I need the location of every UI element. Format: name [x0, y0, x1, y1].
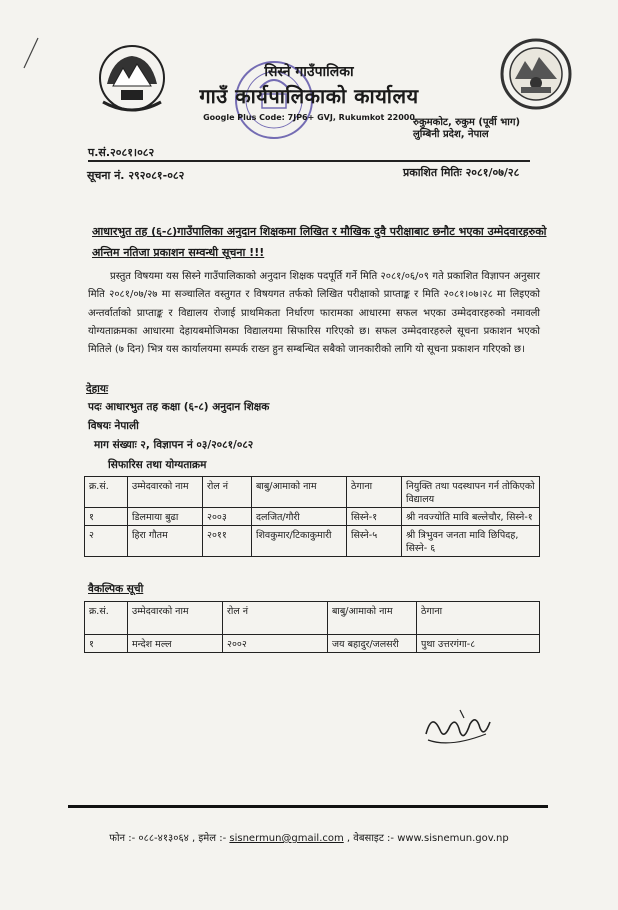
cell: २ [85, 526, 128, 557]
col-header: क्र.सं. [85, 477, 128, 508]
subject-line: विषयः नेपाली [88, 420, 139, 432]
cell: १ [85, 508, 128, 526]
cell: दलजित/गौरी [252, 508, 347, 526]
cell: २००३ [203, 508, 252, 526]
publish-date: प्रकाशित मितिः २०८१/०७/२८ [403, 166, 520, 179]
col-header: उम्मेदवारको नाम [128, 602, 223, 635]
cell: डिलमाया बुढा [128, 508, 203, 526]
cell: सिस्ने-५ [347, 526, 402, 557]
header-plus-code: Google Plus Code: 7JP6+ GVJ, Rukumkot 22000 [203, 113, 415, 122]
cell: पुथा उत्तरगंगा-८ [417, 635, 540, 653]
reference-number: प.सं.२०८१।०८२ [88, 146, 155, 159]
alternative-list-table [84, 601, 540, 653]
col-header: रोल नं [203, 477, 252, 508]
address-line-1: रुकुमकोट, रुकुम (पूर्वी भाग) [413, 117, 521, 128]
header-municipality-name: सिस्ने गाउँपालिका [264, 64, 354, 80]
notice-body: प्रस्तुत विषयमा यस सिस्ने गाउँपालिकाको अनुदान शिक्षक पदपूर्ति गर्ने मिति २०८१/०६/०९ गते प्रकाशित विज्ञापन अनुसार मिति २०८१/०७/२७ मा सञ्चालित वस्तुगत र विषयगत तर्फको लिखित परीक्षाको प्राप्ताङ्क र मिति २०८१।०७।२८ मा लिइएको अन्तर्वार्ताको प्राप्ताङ्क र विद्यालय रोजाई प्राथमिकता निर्धारण फारामका आधारमा सफल भएका उम्मेदवारहरुको नमावली योग्यताक्रमका आधारमा देहायबमोजिमका विद्यालयमा सिफारिस गरिएको छ। सफल उम्मेदवारहरुले सूचना प्रकाशन भएको मितिले (७ दिन) भित्र यस कार्यालयमा सम्पर्क राख्न हुन सम्बन्धित सबैको जानकारीको लागि यो सूचना प्रकाशन गरिएको छ। [88, 271, 540, 356]
col-header: ठेगाना [347, 477, 402, 508]
table-header-row [85, 477, 540, 508]
col-header: उम्मेदवारको नाम [128, 477, 203, 508]
col-header: रोल नं [223, 602, 328, 635]
post-line: पदः आधारभुत तह कक्षा (६-८) अनुदान शिक्षक [88, 401, 270, 413]
cell: २००२ [223, 635, 328, 653]
dehaya-label: देहायः [86, 383, 109, 395]
cell: १ [85, 635, 128, 653]
cell: हिरा गौतम [128, 526, 203, 557]
header-divider [88, 160, 530, 162]
footer-email-link[interactable]: sisnermun@gmail.com [229, 833, 344, 844]
notice-number: सूचना नं. २९२०८१-०८२ [87, 169, 185, 182]
table-header-row [85, 602, 540, 635]
footer-divider [68, 805, 548, 808]
cell: मन्देश मल्ल [128, 635, 223, 653]
cell: श्री त्रिभुवन जनता मावि छिपिदह, सिस्ने- ६ [402, 526, 540, 557]
footer-phone: फोन :- ०८८-४१३०६४ , इमेल :- [109, 833, 230, 844]
recommendation-table [84, 476, 540, 557]
cell: जय बहादुर/जलसरी [328, 635, 417, 653]
footer-website: , वेबसाइट :- www.sisnemun.gov.np [343, 833, 509, 844]
cell: २०११ [203, 526, 252, 557]
header-address [413, 117, 520, 141]
demand-line: माग संख्याः २, विज्ञापन नं ०३/२०८१/०८२ [94, 439, 254, 451]
cell: श्री नवज्योति मावि बल्लेचौर, सिस्ने-१ [402, 508, 540, 526]
header-office-name: गाउँ कार्यपालिकाको कार्यालय [199, 84, 419, 108]
col-header: नियुक्ति तथा पदस्थापन गर्न तोकिएको विद्यालय [402, 477, 540, 508]
table-row [85, 526, 540, 557]
col-header: क्र.सं. [85, 602, 128, 635]
footer-contact [0, 830, 618, 844]
cell: शिवकुमार/टिकाकुमारी [252, 526, 347, 557]
cell: सिस्ने-१ [347, 508, 402, 526]
address-line-2: लुम्बिनी प्रदेश, नेपाल [413, 129, 489, 140]
table-row [85, 508, 540, 526]
col-header: बाबु/आमाको नाम [328, 602, 417, 635]
col-header: ठेगाना [417, 602, 540, 635]
signature [420, 704, 496, 752]
table2-title: वैकल्पिक सूची [88, 583, 144, 595]
notice-heading: आधारभुत तह (६-८)गाउँपालिका अनुदान शिक्षकमा लिखित र मौखिक दुवै परीक्षाबाट छनौट भएका उम्मेदवारहरुको अन्तिम नतिजा प्रकाशन सम्वन्धी सूचना !!! [92, 225, 547, 259]
table-row [85, 635, 540, 653]
col-header: बाबु/आमाको नाम [252, 477, 347, 508]
table1-title: सिफारिस तथा योग्यताक्रम [108, 459, 207, 471]
